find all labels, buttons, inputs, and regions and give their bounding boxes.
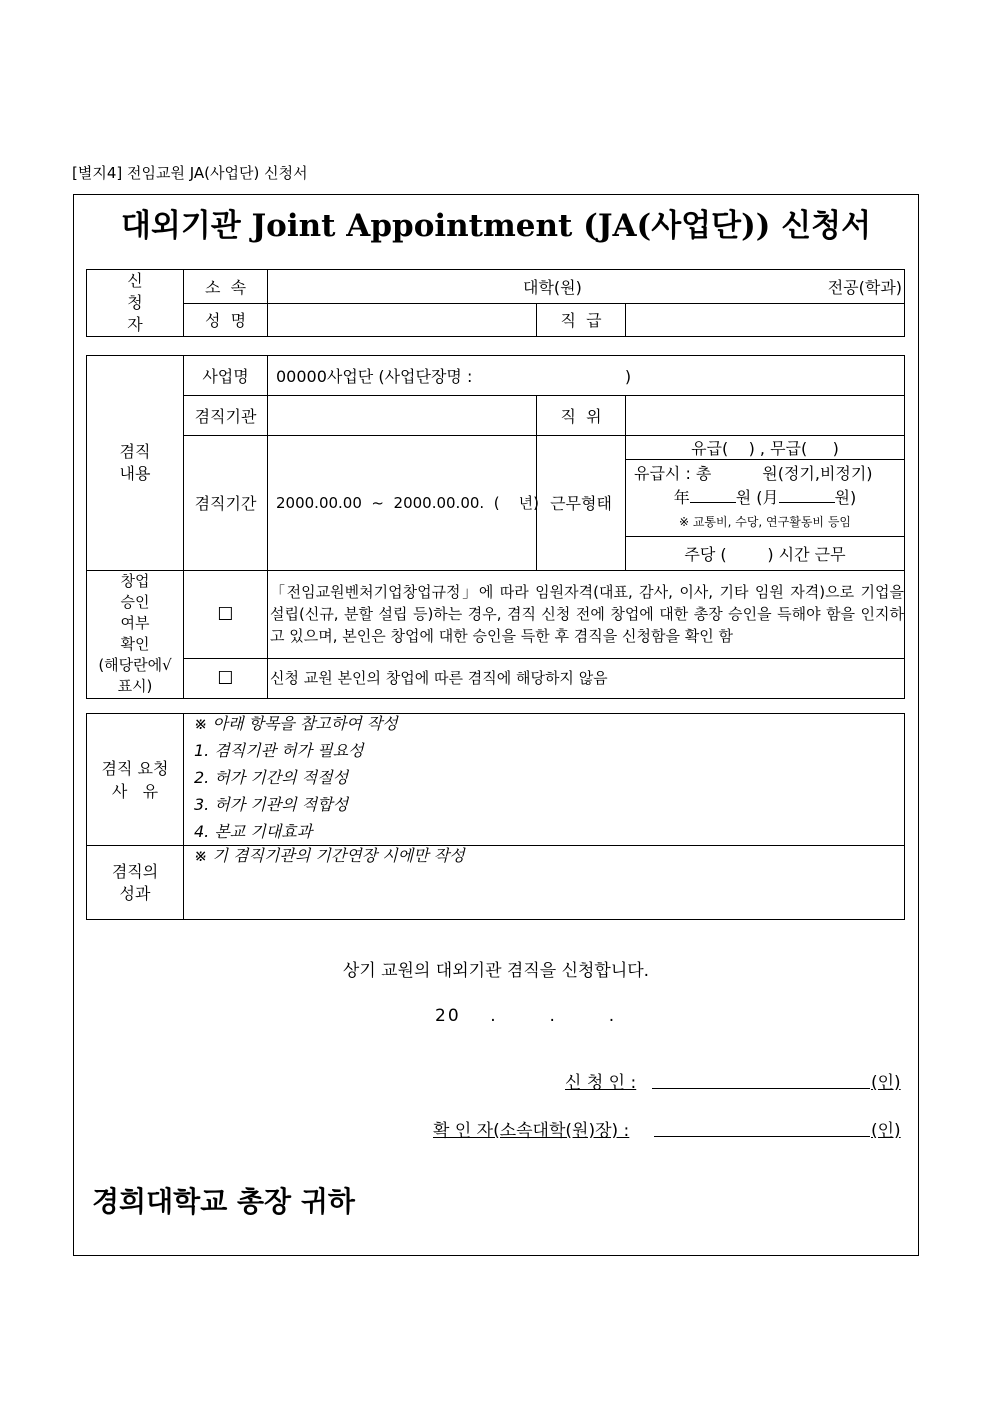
startup-option1-text: 「전임교원벤처기업창업규정」에 따라 임원자격(대표, 감사, 이사, 기타 임원 자격)으로 기업을 설립(신규, 분할 설립 등)하는 경우, 겸직 신청 전에 창업에 대한 총장 승인을 득해야 함을 인지하고 있으며, 본인은 창업에 대한 승인을 득한 후 겸직을 신청함을 확인 함 <box>268 570 905 658</box>
work-type-cell <box>626 436 905 571</box>
reason-table <box>86 713 905 920</box>
startup-option2-checkbox[interactable]: ☐ <box>184 658 268 698</box>
applicant-sign-row <box>0 1068 992 1096</box>
form-label: [별지4] 전임교원 JA(사업단) 신청서 <box>72 164 308 182</box>
reason-item: ※ 아래 항목을 참고하여 작성 <box>194 714 398 733</box>
outcome-note: ※ 기 겸직기관의 기간연장 시에만 작성 <box>194 846 465 865</box>
hours-line[interactable]: 주당 ( ) 시간 근무 <box>626 537 904 570</box>
reason-section-label: 겸직 요청 사 유 <box>87 714 184 846</box>
applicant-sign-label: 신 청 인 : <box>565 1073 637 1093</box>
name-label: 성 명 <box>184 303 268 337</box>
institution-label: 겸직기관 <box>184 396 268 436</box>
major-suffix: 전공(학과) <box>827 278 903 297</box>
outcome-section-label: 겸직의 성과 <box>87 846 184 920</box>
page-title: 대외기관 Joint Appointment (JA(사업단)) 신청서 <box>120 208 872 244</box>
date-line[interactable]: 20 . . . <box>435 1006 617 1026</box>
period-field[interactable]: 2000.00.00 ~ 2000.00.00. ( 년) <box>268 436 537 571</box>
reason-field[interactable] <box>184 714 905 846</box>
reason-item: 4. 본교 기대효과 <box>194 822 313 841</box>
institution-field[interactable] <box>268 396 537 436</box>
applicant-label-char: 신 <box>127 271 143 290</box>
pay-year-line[interactable]: 年 원 (月 원) <box>673 488 857 507</box>
work-type-label: 근무형태 <box>537 436 626 571</box>
applicant-label-char: 자 <box>127 315 143 334</box>
startup-option1-checkbox[interactable]: ☐ <box>184 570 268 658</box>
pay-note: ※ 교통비, 수당, 연구활동비 등임 <box>678 515 852 529</box>
project-label: 사업명 <box>184 356 268 396</box>
title-label: 직 위 <box>537 396 626 436</box>
startup-section-label: 창업 승인 여부 확인 (해당란에√ 표시) <box>87 570 184 698</box>
confirmer-sign-row <box>0 1116 992 1144</box>
title-field[interactable] <box>626 396 905 436</box>
addressee: 경희대학교 총장 귀하 <box>92 1185 355 1218</box>
declaration: 상기 교원의 대외기관 겸직을 신청합니다. <box>342 961 650 981</box>
position-section-label: 겸직 내용 <box>87 356 184 571</box>
reason-item: 3. 허가 기관의 적합성 <box>194 795 349 814</box>
period-label: 겸직기간 <box>184 436 268 571</box>
applicant-section-label <box>87 270 184 337</box>
applicant-seal: (인) <box>871 1073 901 1093</box>
college-suffix: 대학(원) <box>523 278 582 297</box>
rank-field[interactable] <box>626 303 905 337</box>
name-field[interactable] <box>268 303 537 337</box>
applicant-table <box>86 269 905 337</box>
reason-item: 2. 허가 기간의 적절성 <box>194 768 349 787</box>
pay-detail-cell <box>626 460 904 537</box>
project-field[interactable]: 00000사업단 (사업단장명 : ) <box>268 356 905 396</box>
affiliation-field[interactable] <box>268 270 905 304</box>
affiliation-label: 소 속 <box>184 270 268 304</box>
confirmer-sign-label: 확 인 자(소속대학(원)장) : <box>433 1121 630 1141</box>
applicant-label-char: 청 <box>127 293 143 312</box>
outcome-field[interactable] <box>184 846 905 920</box>
reason-item: 1. 겸직기관 허가 필요성 <box>194 741 364 760</box>
confirmer-sign-field[interactable] <box>654 1116 870 1137</box>
confirmer-seal: (인) <box>871 1121 901 1141</box>
pay-total-line[interactable]: 유급시 : 총 원(정기,비정기) <box>634 464 873 483</box>
position-table <box>86 355 905 699</box>
applicant-sign-field[interactable] <box>652 1068 870 1089</box>
pay-type-line[interactable]: 유급( ) , 무급( ) <box>626 436 904 460</box>
work-type-subtable <box>626 436 904 570</box>
rank-label: 직 급 <box>537 303 626 337</box>
startup-option2-text: 신청 교원 본인의 창업에 따른 겸직에 해당하지 않음 <box>268 658 905 698</box>
